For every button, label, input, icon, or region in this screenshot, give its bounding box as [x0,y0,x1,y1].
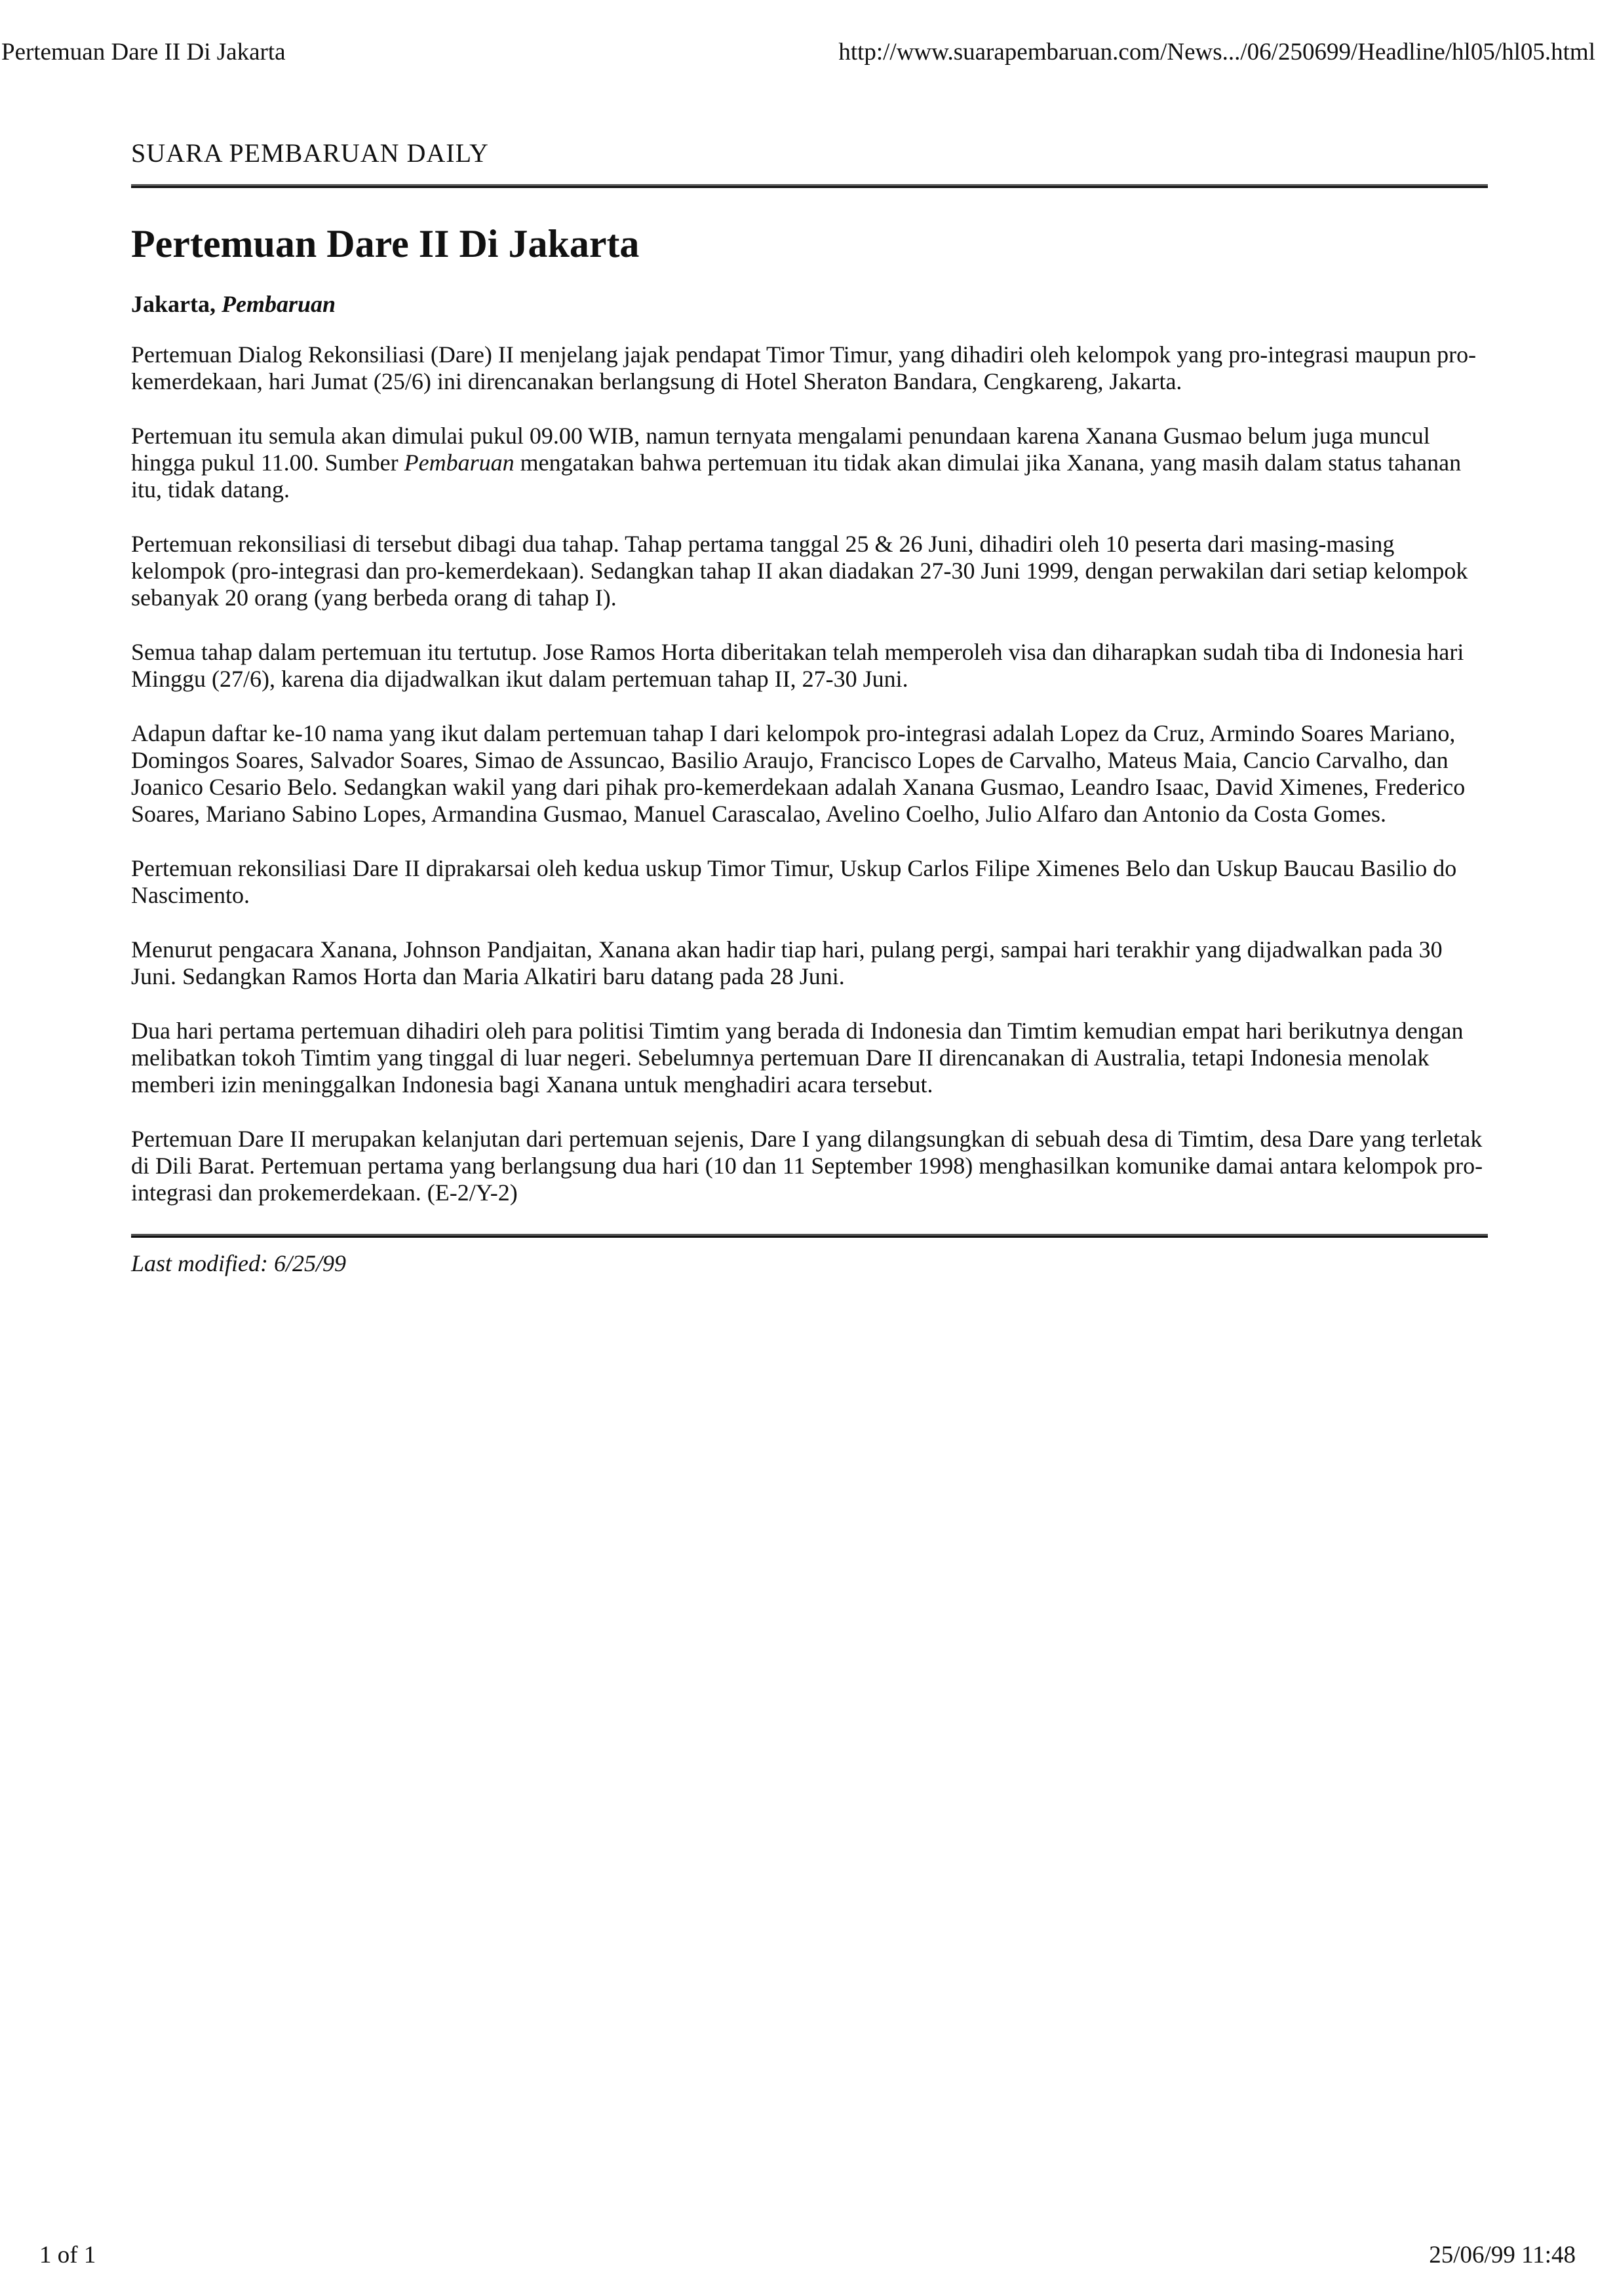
paragraph-text: mengatakan bahwa pertemuan itu tidak akan dimulai jika Xanana, yang masih dalam status tahanan itu, tidak datang. [131,450,1462,503]
masthead: SUARA PEMBARUAN DAILY [131,138,489,168]
print-timestamp: 25/06/99 11:48 [1429,2242,1576,2268]
article-body [131,341,1488,1206]
paragraph: Adapun daftar ke-10 nama yang ikut dalam pertemuan tahap I dari kelompok pro-integrasi adalah Lopez da Cruz, Armindo Soares Mariano, Domingos Soares, Salvador Soares, Simao de Assuncao, Basilio Araujo, Francisco Lopes de Carvalho, Mateus Maia, Cancio Carvalho, dan Joanico Cesario Belo. Sedangkan wakil yang dari pihak pro-kemerdekaan adalah Xanana Gusmao, Leandro Isaac, David Ximenes, Frederico Soares, Mariano Sabino Lopes, Armandina Gusmao, Manuel Carascalao, Avelino Coelho, Julio Alfaro dan Antonio da Costa Gomes. [131,720,1466,827]
print-header-url: http://www.suarapembaruan.com/News.../06/250699/Headline/hl05/hl05.html [838,39,1595,66]
last-modified: Last modified: 6/25/99 [131,1250,347,1276]
dateline [131,290,1488,318]
dateline-source: Pembaruan [222,291,336,317]
bottom-divider [131,1234,1488,1238]
paragraph [131,423,1488,503]
paragraph: Pertemuan rekonsiliasi Dare II diprakarsai oleh kedua uskup Timor Timur, Uskup Carlos Filipe Ximenes Belo dan Uskup Baucau Basilio do Nascimento. [131,855,1457,908]
paragraph-text: Pertemuan itu semula akan dimulai pukul 09.00 WIB, namun ternyata mengalami penundaan karena Xanana Gusmao belum juga muncul hingga pukul 11.00. Sumber [131,423,1430,476]
dateline-city: Jakarta, [131,291,216,317]
footer-divider-wrap [131,1234,1488,1238]
paragraph: Dua hari pertama pertemuan dihadiri oleh para politisi Timtim yang berada di Indonesia dan Timtim kemudian empat hari berikutnya dengan melibatkan tokoh Timtim yang tinggal di luar negeri. Sebelumnya pertemuan Dare II direncanakan di Australia, tetapi Indonesia menolak memberi izin meninggalkan Indonesia bagi Xanana untuk menghadiri acara tersebut. [131,1018,1464,1098]
print-footer [0,2241,1615,2280]
print-header [0,38,1615,77]
source-name: Pembaruan [404,450,515,476]
article-page [131,138,1488,1277]
page-count: 1 of 1 [39,2242,96,2268]
paragraph: Pertemuan rekonsiliasi di tersebut dibagi dua tahap. Tahap pertama tanggal 25 & 26 Juni, dihadiri oleh 10 peserta dari masing-masing kelompok (pro-integrasi dan pro-kemerdekaan). Sedangkan tahap II akan diadakan 27-30 Juni 1999, dengan perwakilan dari setiap kelompok sebanyak 20 orang (yang berbeda orang di tahap I). [131,531,1468,611]
top-divider [131,184,1488,188]
paragraph: Pertemuan Dare II merupakan kelanjutan dari pertemuan sejenis, Dare I yang dilangsungkan di sebuah desa di Timtim, desa Dare yang terletak di Dili Barat. Pertemuan pertama yang berlangsung dua hari (10 dan 11 September 1998) menghasilkan komunike damai antara kelompok pro-integrasi dan prokemerdekaan. (E-2/Y-2) [131,1126,1483,1206]
print-header-title: Pertemuan Dare II Di Jakarta [1,39,286,66]
paragraph: Semua tahap dalam pertemuan itu tertutup. Jose Ramos Horta diberitakan telah memperoleh visa dan diharapkan sudah tiba di Indonesia hari Minggu (27/6), karena dia dijadwalkan ikut dalam pertemuan tahap II, 27-30 Juni. [131,639,1464,692]
paragraph: Pertemuan Dialog Rekonsiliasi (Dare) II menjelang jajak pendapat Timor Timur, yang dihadiri oleh kelompok yang pro-integrasi maupun pro-kemerdekaan, hari Jumat (25/6) ini direncanakan berlangsung di Hotel Sheraton Bandara, Cengkareng, Jakarta. [131,341,1477,394]
paragraph: Menurut pengacara Xanana, Johnson Pandjaitan, Xanana akan hadir tiap hari, pulang pergi, sampai hari terakhir yang dijadwalkan pada 30 Juni. Sedangkan Ramos Horta dan Maria Alkatiri baru datang pada 28 Juni. [131,936,1443,989]
article-headline: Pertemuan Dare II Di Jakarta [131,222,640,265]
